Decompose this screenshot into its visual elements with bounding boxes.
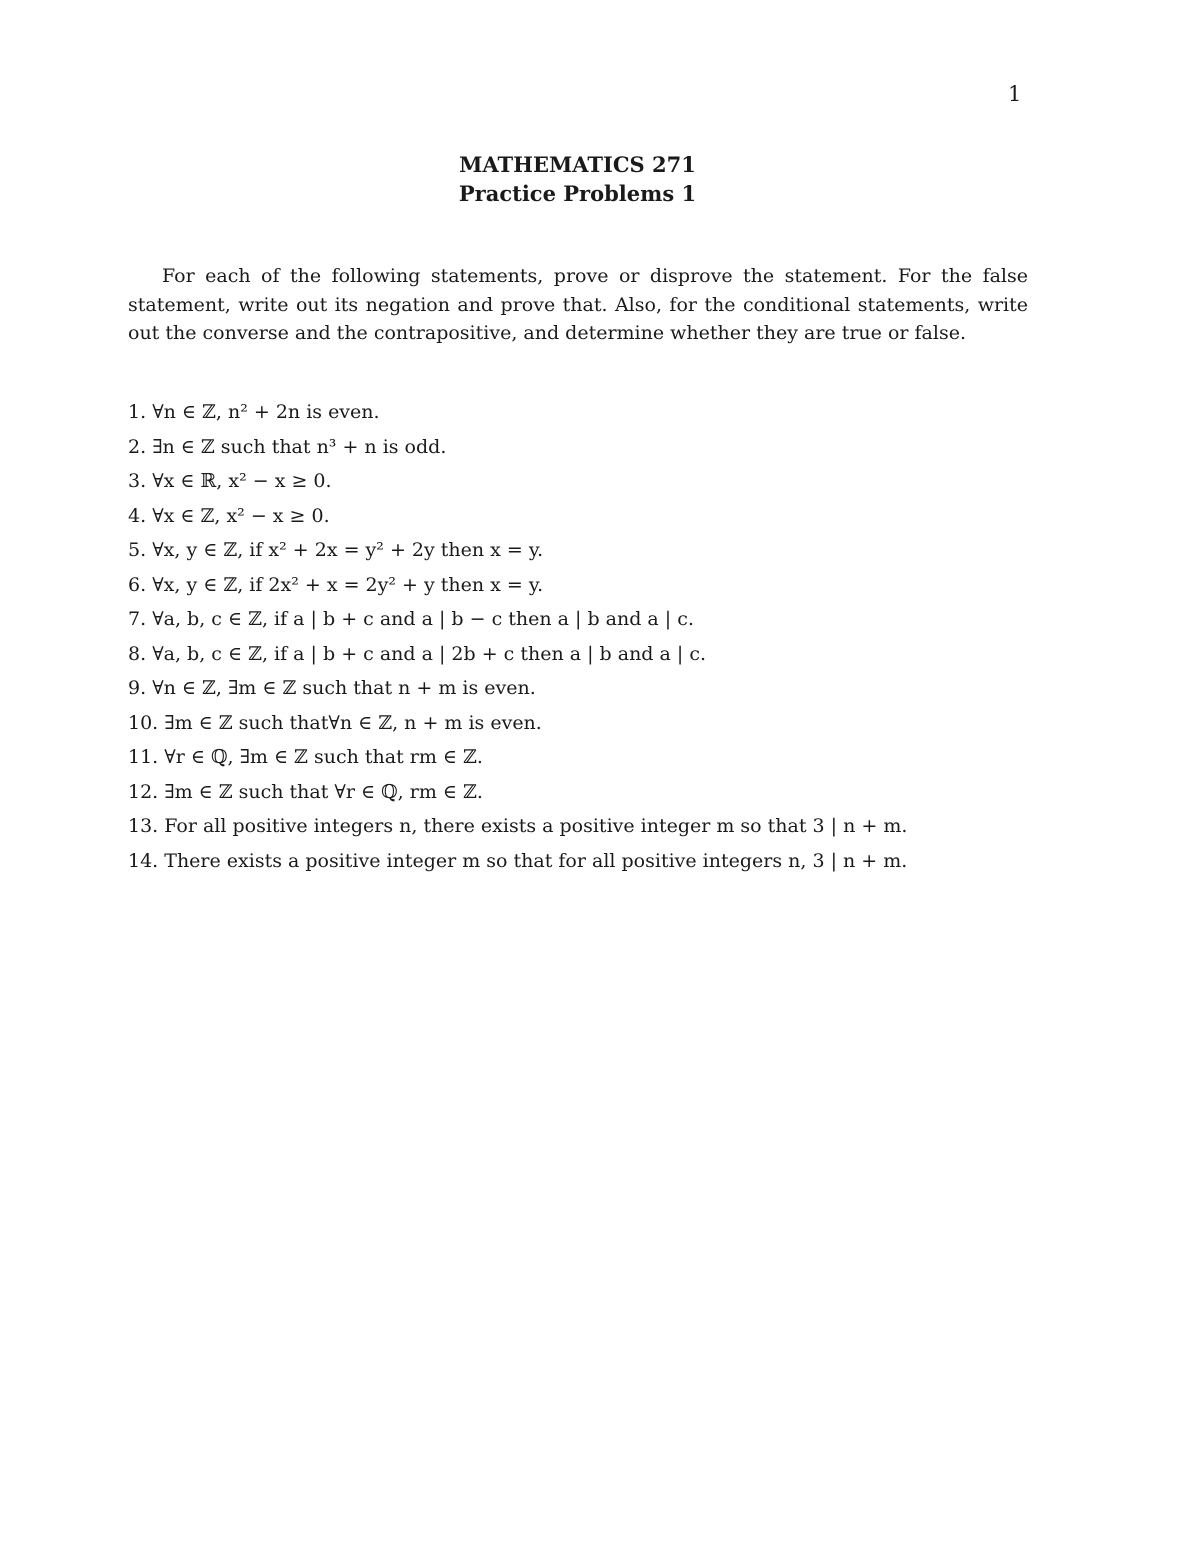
document-subtitle: Practice Problems 1 bbox=[458, 181, 697, 206]
course-title: MATHEMATICS 271 bbox=[459, 152, 696, 177]
page-number: 1 bbox=[1008, 82, 1022, 106]
problem-item bbox=[128, 640, 1068, 675]
problem-item bbox=[128, 467, 1068, 502]
problem-number: 13. bbox=[128, 815, 159, 837]
problem-statement: ∀a, b, c ∈ ℤ, if a | b + c and a | b − c then a | b and a | c. bbox=[152, 608, 694, 630]
problem-statement: ∀x, y ∈ ℤ, if x² + 2x = y² + 2y then x = y. bbox=[152, 539, 544, 561]
problem-item bbox=[128, 709, 1068, 744]
problem-statement: ∀r ∈ ℚ, ∃m ∈ ℤ such that rm ∈ ℤ. bbox=[164, 746, 483, 768]
problem-statement: ∃m ∈ ℤ such that∀n ∈ ℤ, n + m is even. bbox=[164, 711, 542, 734]
problem-item bbox=[128, 536, 1068, 571]
problem-number: 7. bbox=[128, 608, 147, 630]
problem-statement: ∀n ∈ ℤ, ∃m ∈ ℤ such that n + m is even. bbox=[152, 677, 536, 699]
problem-number: 11. bbox=[128, 746, 159, 768]
problem-number: 14. bbox=[128, 849, 159, 872]
problem-item bbox=[128, 398, 1068, 433]
problem-statement: ∀n ∈ ℤ, n² + 2n is even. bbox=[152, 401, 380, 423]
problem-statement: ∀x ∈ ℝ, x² − x ≥ 0. bbox=[152, 470, 332, 492]
problem-statement: ∀a, b, c ∈ ℤ, if a | b + c and a | 2b + c then a | b and a | c. bbox=[152, 642, 706, 665]
problem-item bbox=[128, 571, 1068, 606]
problem-statement: ∃m ∈ ℤ such that ∀r ∈ ℚ, rm ∈ ℤ. bbox=[164, 780, 483, 803]
problem-number: 9. bbox=[128, 677, 147, 699]
problem-statement: ∃n ∈ ℤ such that n³ + n is odd. bbox=[152, 435, 447, 458]
problem-number: 2. bbox=[128, 435, 147, 458]
instructions-paragraph: For each of the following statements, prove or disprove the statement. For the false statement, write out its negation and prove that. Also, for the conditional statements, write out the converse and the contrapositive, and determine whether they are true or false. bbox=[128, 265, 1028, 344]
problem-number: 4. bbox=[128, 504, 147, 527]
problem-item bbox=[128, 778, 1068, 813]
problem-number: 5. bbox=[128, 539, 147, 561]
problem-statement: For all positive integers n, there exists a positive integer m so that 3 | n + m. bbox=[164, 815, 908, 837]
problem-statement: ∀x, y ∈ ℤ, if 2x² + x = 2y² + y then x = y. bbox=[152, 573, 544, 596]
problem-item bbox=[128, 605, 1068, 640]
problem-item bbox=[128, 847, 1068, 882]
problem-item bbox=[128, 674, 1068, 709]
problem-number: 8. bbox=[128, 642, 147, 665]
problem-item bbox=[128, 502, 1068, 537]
problem-number: 12. bbox=[128, 780, 159, 803]
problem-item bbox=[128, 743, 1068, 778]
problem-statement: There exists a positive integer m so that for all positive integers n, 3 | n + m. bbox=[164, 849, 908, 872]
problem-item bbox=[128, 433, 1068, 468]
problem-number: 10. bbox=[128, 711, 159, 734]
problem-item bbox=[128, 812, 1068, 847]
problem-list bbox=[128, 398, 1068, 881]
problem-number: 3. bbox=[128, 470, 147, 492]
problem-number: 6. bbox=[128, 573, 147, 596]
problem-statement: ∀x ∈ ℤ, x² − x ≥ 0. bbox=[152, 504, 330, 527]
problem-number: 1. bbox=[128, 401, 147, 423]
title-block bbox=[0, 150, 1155, 208]
